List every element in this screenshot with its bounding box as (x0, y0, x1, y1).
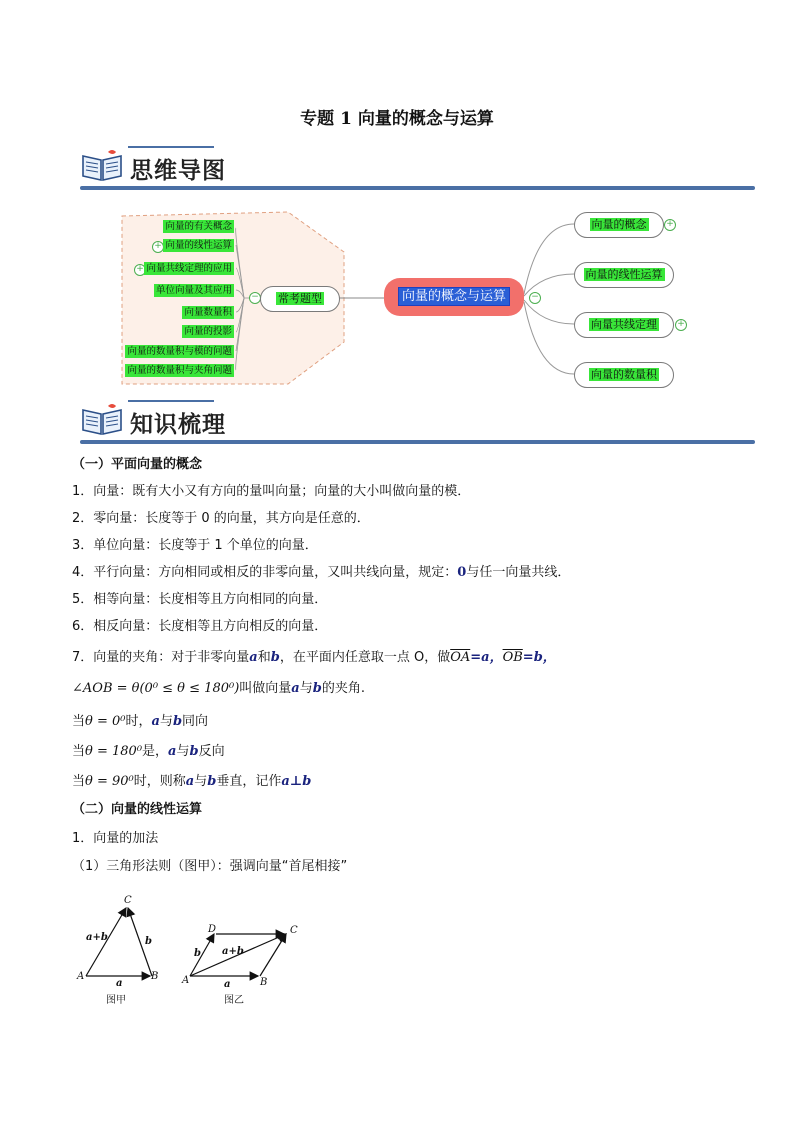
text-line: 3．单位向量：长度等于 1 个单位的向量． (72, 538, 318, 553)
mindmap-right-node[interactable]: 向量共线定理 (574, 312, 674, 338)
point-label: D (208, 924, 217, 935)
mindmap-left-item: 向量的线性运算 (165, 240, 232, 251)
section-title: 思维导图 (130, 158, 226, 184)
point-label: C (124, 895, 132, 906)
mindmap-left-item: 向量数量积 (184, 307, 232, 318)
vector-label: a+b (86, 932, 108, 943)
figure-caption: 图甲 (106, 995, 126, 1006)
book-icon (80, 402, 124, 436)
expand-icon[interactable]: + (675, 319, 687, 331)
text-line: 6．相反向量：长度相等且方向相反的向量． (72, 619, 328, 634)
section-heading-mindmap (80, 146, 755, 190)
subheading: （二）向量的线性运算 (72, 802, 203, 817)
collapse-icon[interactable]: − (529, 292, 541, 304)
point-label: A (182, 975, 190, 986)
vector-label: a (224, 979, 231, 990)
vector-label: b (145, 936, 152, 947)
text-line: （1）三角形法则（图甲）：强调向量“首尾相接” (72, 859, 348, 874)
section-heading-knowledge (80, 400, 755, 444)
mindmap-left-item: 向量的数量积与模的问题 (127, 346, 232, 357)
text-line: ∠AOB = θ(0⁰ ≤ θ ≤ 180⁰)叫做向量a与b的夹角. (72, 681, 365, 696)
triangle-diagram (74, 894, 174, 1006)
point-label: B (260, 977, 268, 988)
text-line: 当θ = 0⁰时，a与b同向 (72, 714, 209, 729)
expand-icon[interactable]: + (134, 264, 146, 276)
mindmap-center-node[interactable]: 向量的概念与运算 (384, 278, 524, 316)
text-line: 1．向量：既有大小又有方向的量叫向量；向量的大小叫做向量的模． (72, 484, 471, 499)
book-icon (80, 148, 124, 182)
mindmap-left-item: 单位向量及其应用 (155, 285, 232, 296)
mind-map (118, 210, 698, 386)
mindmap-right-node[interactable]: 向量的线性运算 (574, 262, 674, 288)
vector-label: b (194, 948, 201, 959)
mindmap-left-item: 向量的有关概念 (165, 221, 232, 232)
subheading: （一）平面向量的概念 (72, 457, 203, 472)
figure-parallelogram (180, 922, 310, 1006)
vector-label: a (116, 978, 123, 989)
text-line: 5．相等向量：长度相等且方向相同的向量． (72, 592, 328, 607)
text-line: 7．向量的夹角：对于非零向量a和b，在平面内任意取一点 O，做$\overline{OA}=a$，$\overline{OB}=b$， (72, 650, 556, 665)
collapse-icon[interactable]: − (249, 292, 261, 304)
mindmap-right-node[interactable]: 向量的概念 (574, 212, 664, 238)
mindmap-left-item: 向量的数量积与夹角问题 (127, 365, 232, 376)
vector-label: a+b (222, 946, 244, 957)
text-line: 1．向量的加法 (72, 831, 159, 846)
mindmap-right-node[interactable]: 向量的数量积 (574, 362, 674, 388)
mindmap-left-node[interactable]: 常考题型 (260, 286, 340, 312)
text-line: 2．零向量：长度等于 0 的向量，其方向是任意的． (72, 511, 370, 526)
text-line: 4．平行向量：方向相同或相反的非零向量，又叫共线向量，规定：0与任一向量共线． (72, 565, 571, 580)
figure-caption: 图乙 (224, 995, 244, 1006)
section-title: 知识梳理 (130, 412, 226, 438)
expand-icon[interactable]: + (152, 241, 164, 253)
mindmap-left-item: 向量的投影 (184, 326, 232, 337)
point-label: A (77, 971, 85, 982)
expand-icon[interactable]: + (664, 219, 676, 231)
text-line: 当θ = 90⁰时，则称a与b垂直，记作a⊥b (72, 774, 312, 789)
point-label: C (290, 925, 298, 936)
text-line: 当θ = 180⁰是，a与b反向 (72, 744, 225, 759)
point-label: B (151, 971, 159, 982)
page-title: 专题 1 向量的概念与运算 (300, 109, 494, 129)
figure-triangle (74, 894, 174, 1006)
mindmap-left-item: 向量共线定理的应用 (146, 263, 232, 274)
